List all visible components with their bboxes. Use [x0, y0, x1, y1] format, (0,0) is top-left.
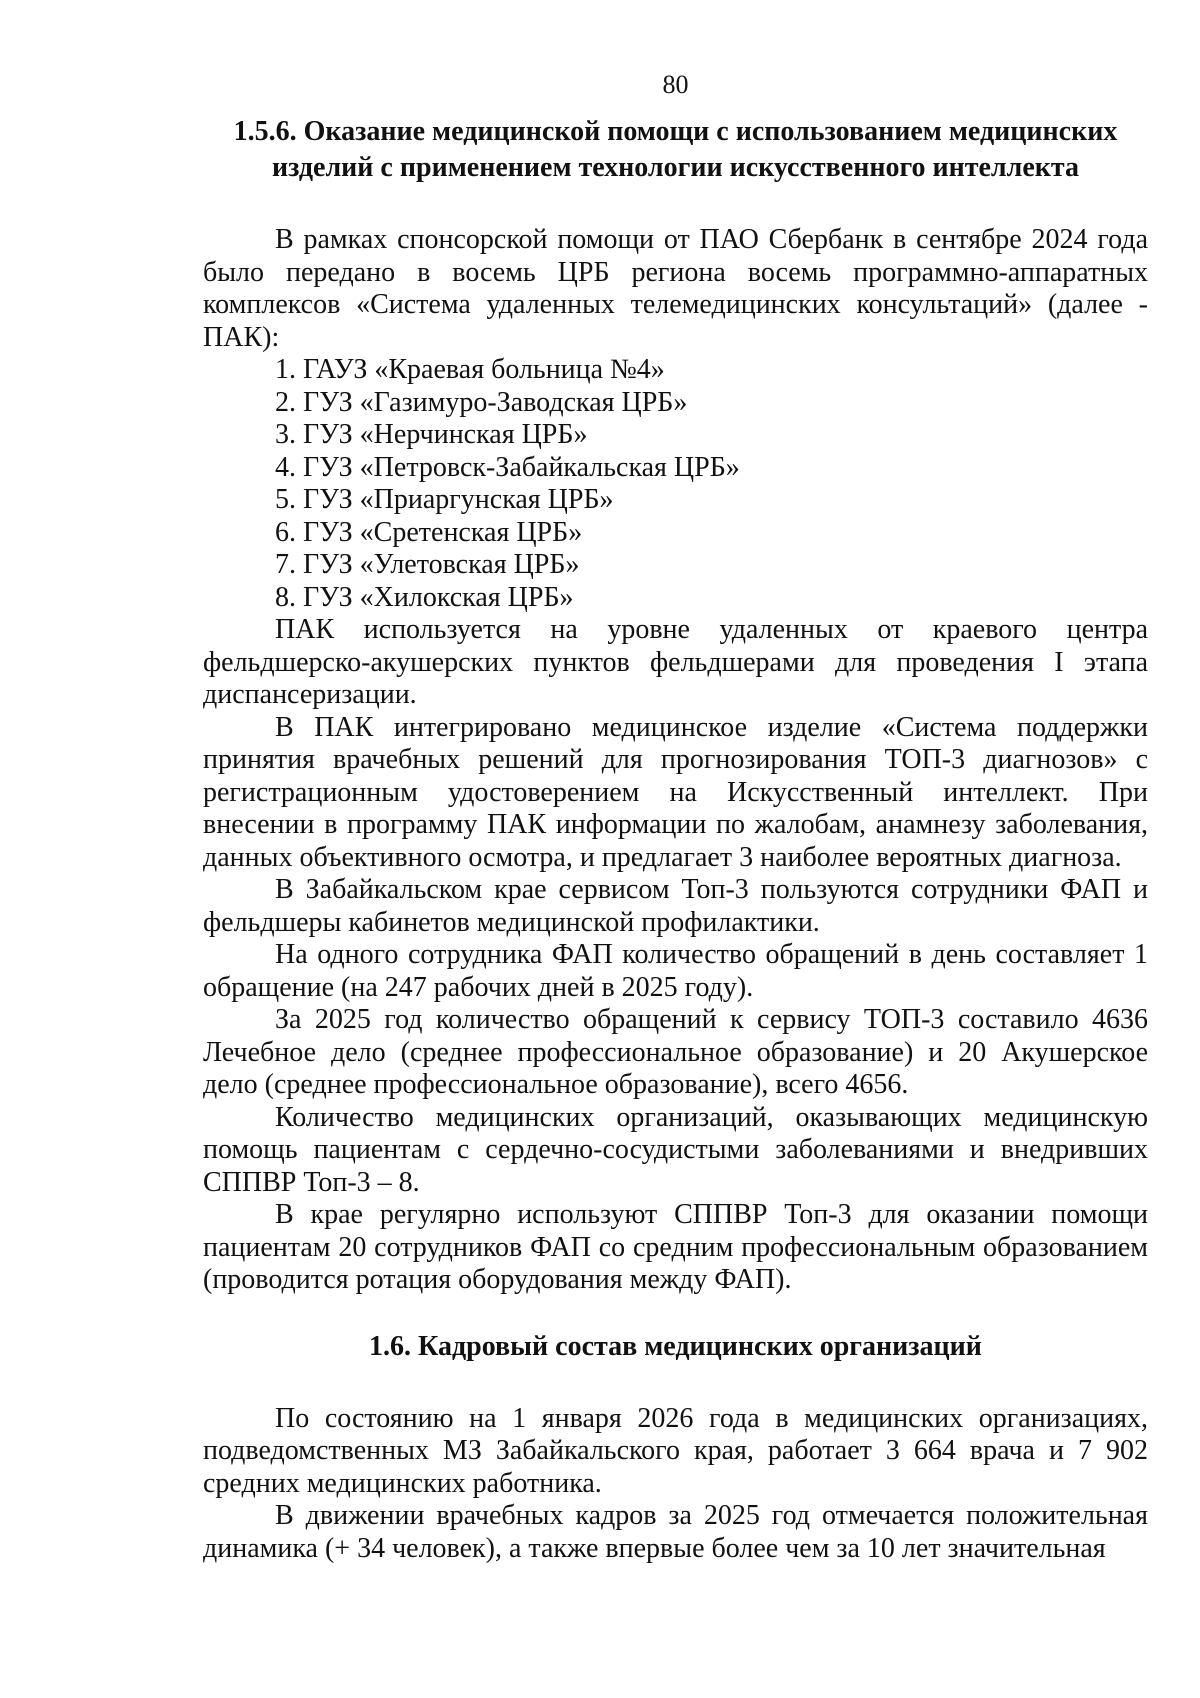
- list-item: 5. ГУЗ «Приаргунская ЦРБ»: [275, 484, 614, 515]
- paragraph: В ПАК интегрировано медицинское изделие «Система поддержки принятия врачебных решений для прогнозирования ТОП-3 диагнозов» с регистрационным удостоверением на Искусственный интеллект. При внесении в программу ПАК информации по жалобам, анамнезу заболевания, данных объективного осмотра, и предлагает 3 наиболее вероятных диагноза.: [203, 711, 1148, 873]
- page-number: 80: [662, 70, 689, 99]
- section-title-line-2: изделий с применением технологии искусственного интеллекта: [271, 152, 1079, 183]
- paragraph: В движении врачебных кадров за 2025 год отмечается положительная динамика (+ 34 человек), а также впервые более чем за 10 лет значительная: [203, 1500, 1148, 1564]
- list-item: 3. ГУЗ «Нерчинская ЦРБ»: [275, 419, 588, 450]
- paragraph: ПАК используется на уровне удаленных от краевого центра фельдшерско-акушерских пунктов фельдшерами для проведения I этапа диспансеризации.: [203, 614, 1148, 710]
- paragraph: В крае регулярно используют СППВР Топ-3 для оказании помощи пациентам 20 сотрудников ФАП со средним профессиональным образованием (проводится ротация оборудования между ФАП).: [203, 1199, 1148, 1295]
- list-item: 6. ГУЗ «Сретенская ЦРБ»: [275, 516, 583, 548]
- list-item: 7. ГУЗ «Улетовская ЦРБ»: [275, 549, 580, 580]
- section-title-ai-devices: [203, 114, 1148, 186]
- intro-paragraph: В рамках спонсорской помощи от ПАО Сбербанк в сентябре 2024 года было передано в восемь ЦРБ региона восемь программно-аппаратных комплексов «Система удаленных телемедицинских консультаций» (далее - ПАК):: [203, 224, 1148, 353]
- hospital-list: [203, 354, 1148, 614]
- section-title-staffing: 1.6. Кадровый состав медицинских организаций: [369, 1330, 982, 1362]
- paragraph: Количество медицинских организаций, оказывающих медицинскую помощь пациентам с сердечно-сосудистыми заболеваниями и внедривших СППВР Топ-3 – 8.: [203, 1101, 1148, 1198]
- list-item: 1. ГАУЗ «Краевая больница №4»: [275, 354, 665, 385]
- document-page: [203, 70, 1148, 1565]
- paragraph: По состоянию на 1 января 2026 года в медицинских организациях, подведомственных МЗ Забайкальского края, работает 3 664 врача и 7 902 средних медицинских работника.: [203, 1402, 1148, 1499]
- paragraph: На одного сотрудника ФАП количество обращений в день составляет 1 обращение (на 247 рабочих дней в 2025 году).: [203, 939, 1148, 1003]
- list-item: 2. ГУЗ «Газимуро-Заводская ЦРБ»: [275, 386, 688, 418]
- list-item: 4. ГУЗ «Петровск-Забайкальская ЦРБ»: [275, 451, 740, 483]
- paragraph: В Забайкальском крае сервисом Топ-3 пользуются сотрудники ФАП и фельдшеры кабинетов медицинской профилактики.: [203, 874, 1148, 938]
- section-title-line-1: 1.5.6. Оказание медицинской помощи с использованием медицинских: [233, 116, 1118, 147]
- paragraph: За 2025 год количество обращений к сервису ТОП-3 составило 4636 Лечебное дело (среднее профессиональное образование) и 20 Акушерское дело (среднее профессиональное образование), всего 4656.: [203, 1004, 1148, 1100]
- list-item: 8. ГУЗ «Хилокская ЦРБ»: [275, 581, 574, 613]
